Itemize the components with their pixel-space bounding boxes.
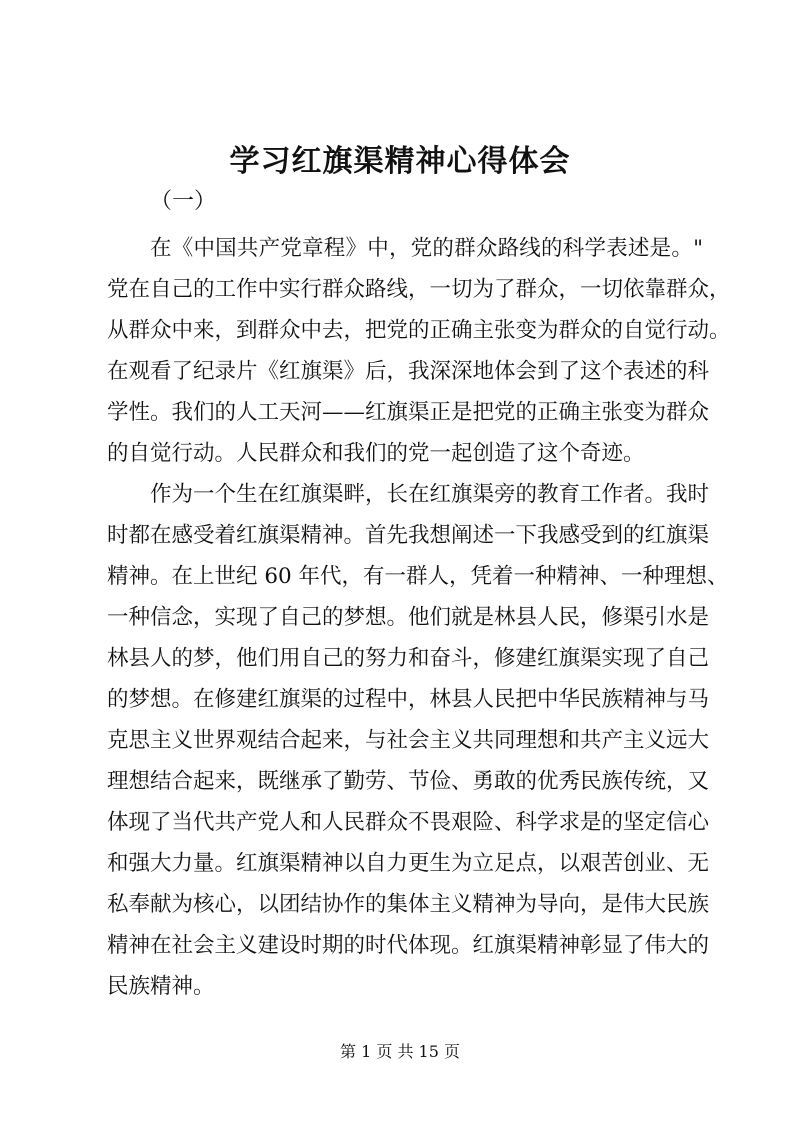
document-body (107, 228, 731, 1007)
text-line: 在《中国共产党章程》中，党的群众路线的科学表述是。" (150, 236, 703, 261)
text-line: 精神在社会主义建设时期的时代体现。红旗渠精神彰显了伟大的 (107, 933, 710, 958)
text-line: 克思主义世界观结合起来，与社会主义共同理想和共产主义远大 (107, 728, 710, 753)
text-line: 从群众中来，到群众中去，把党的正确主张变为群众的自觉行动。 (107, 318, 731, 343)
text-line: 体现了当代共产党人和人民群众不畏艰险、科学求是的坚定信心 (107, 810, 710, 835)
text-line: 的自觉行动。人民群众和我们的党一起创造了这个奇迹。 (107, 441, 645, 466)
text-line: 时都在感受着红旗渠精神。首先我想阐述一下我感受到的红旗渠 (107, 523, 710, 548)
text-line: 的梦想。在修建红旗渠的过程中，林县人民把中华民族精神与马 (107, 687, 710, 712)
paragraph-1 (107, 228, 731, 474)
document-title: 学习红旗渠精神心得体会 (229, 144, 571, 179)
text-line: 一种信念，实现了自己的梦想。他们就是林县人民，修渠引水是 (107, 605, 710, 630)
text-line: 和强大力量。红旗渠精神以自力更生为立足点，以艰苦创业、无 (107, 851, 710, 876)
text-line: 党在自己的工作中实行群众路线，一切为了群众，一切依靠群众， (107, 277, 731, 302)
text-line: 民族精神。 (107, 974, 215, 999)
text-line: 精神。在上世纪 60 年代，有一群人，凭着一种精神、一种理想、 (107, 564, 729, 589)
text-line: 理想结合起来，既继承了勤劳、节俭、勇敢的优秀民族传统，又 (107, 769, 710, 794)
text-line: 林县人的梦，他们用自己的努力和奋斗，修建红旗渠实现了自己 (107, 646, 710, 671)
page-footer: 第 1 页 共 15 页 (340, 1042, 460, 1061)
paragraph-2 (107, 474, 729, 1007)
text-line: 学性。我们的人工天河——红旗渠正是把党的正确主张变为群众 (107, 400, 710, 425)
section-heading: （一） (150, 189, 217, 214)
text-line: 在观看了纪录片《红旗渠》后，我深深地体会到了这个表述的科 (107, 359, 710, 384)
text-line: 私奉献为核心，以团结协作的集体主义精神为导向，是伟大民族 (107, 892, 710, 917)
text-line: 作为一个生在红旗渠畔，长在红旗渠旁的教育工作者。我时 (150, 482, 710, 507)
